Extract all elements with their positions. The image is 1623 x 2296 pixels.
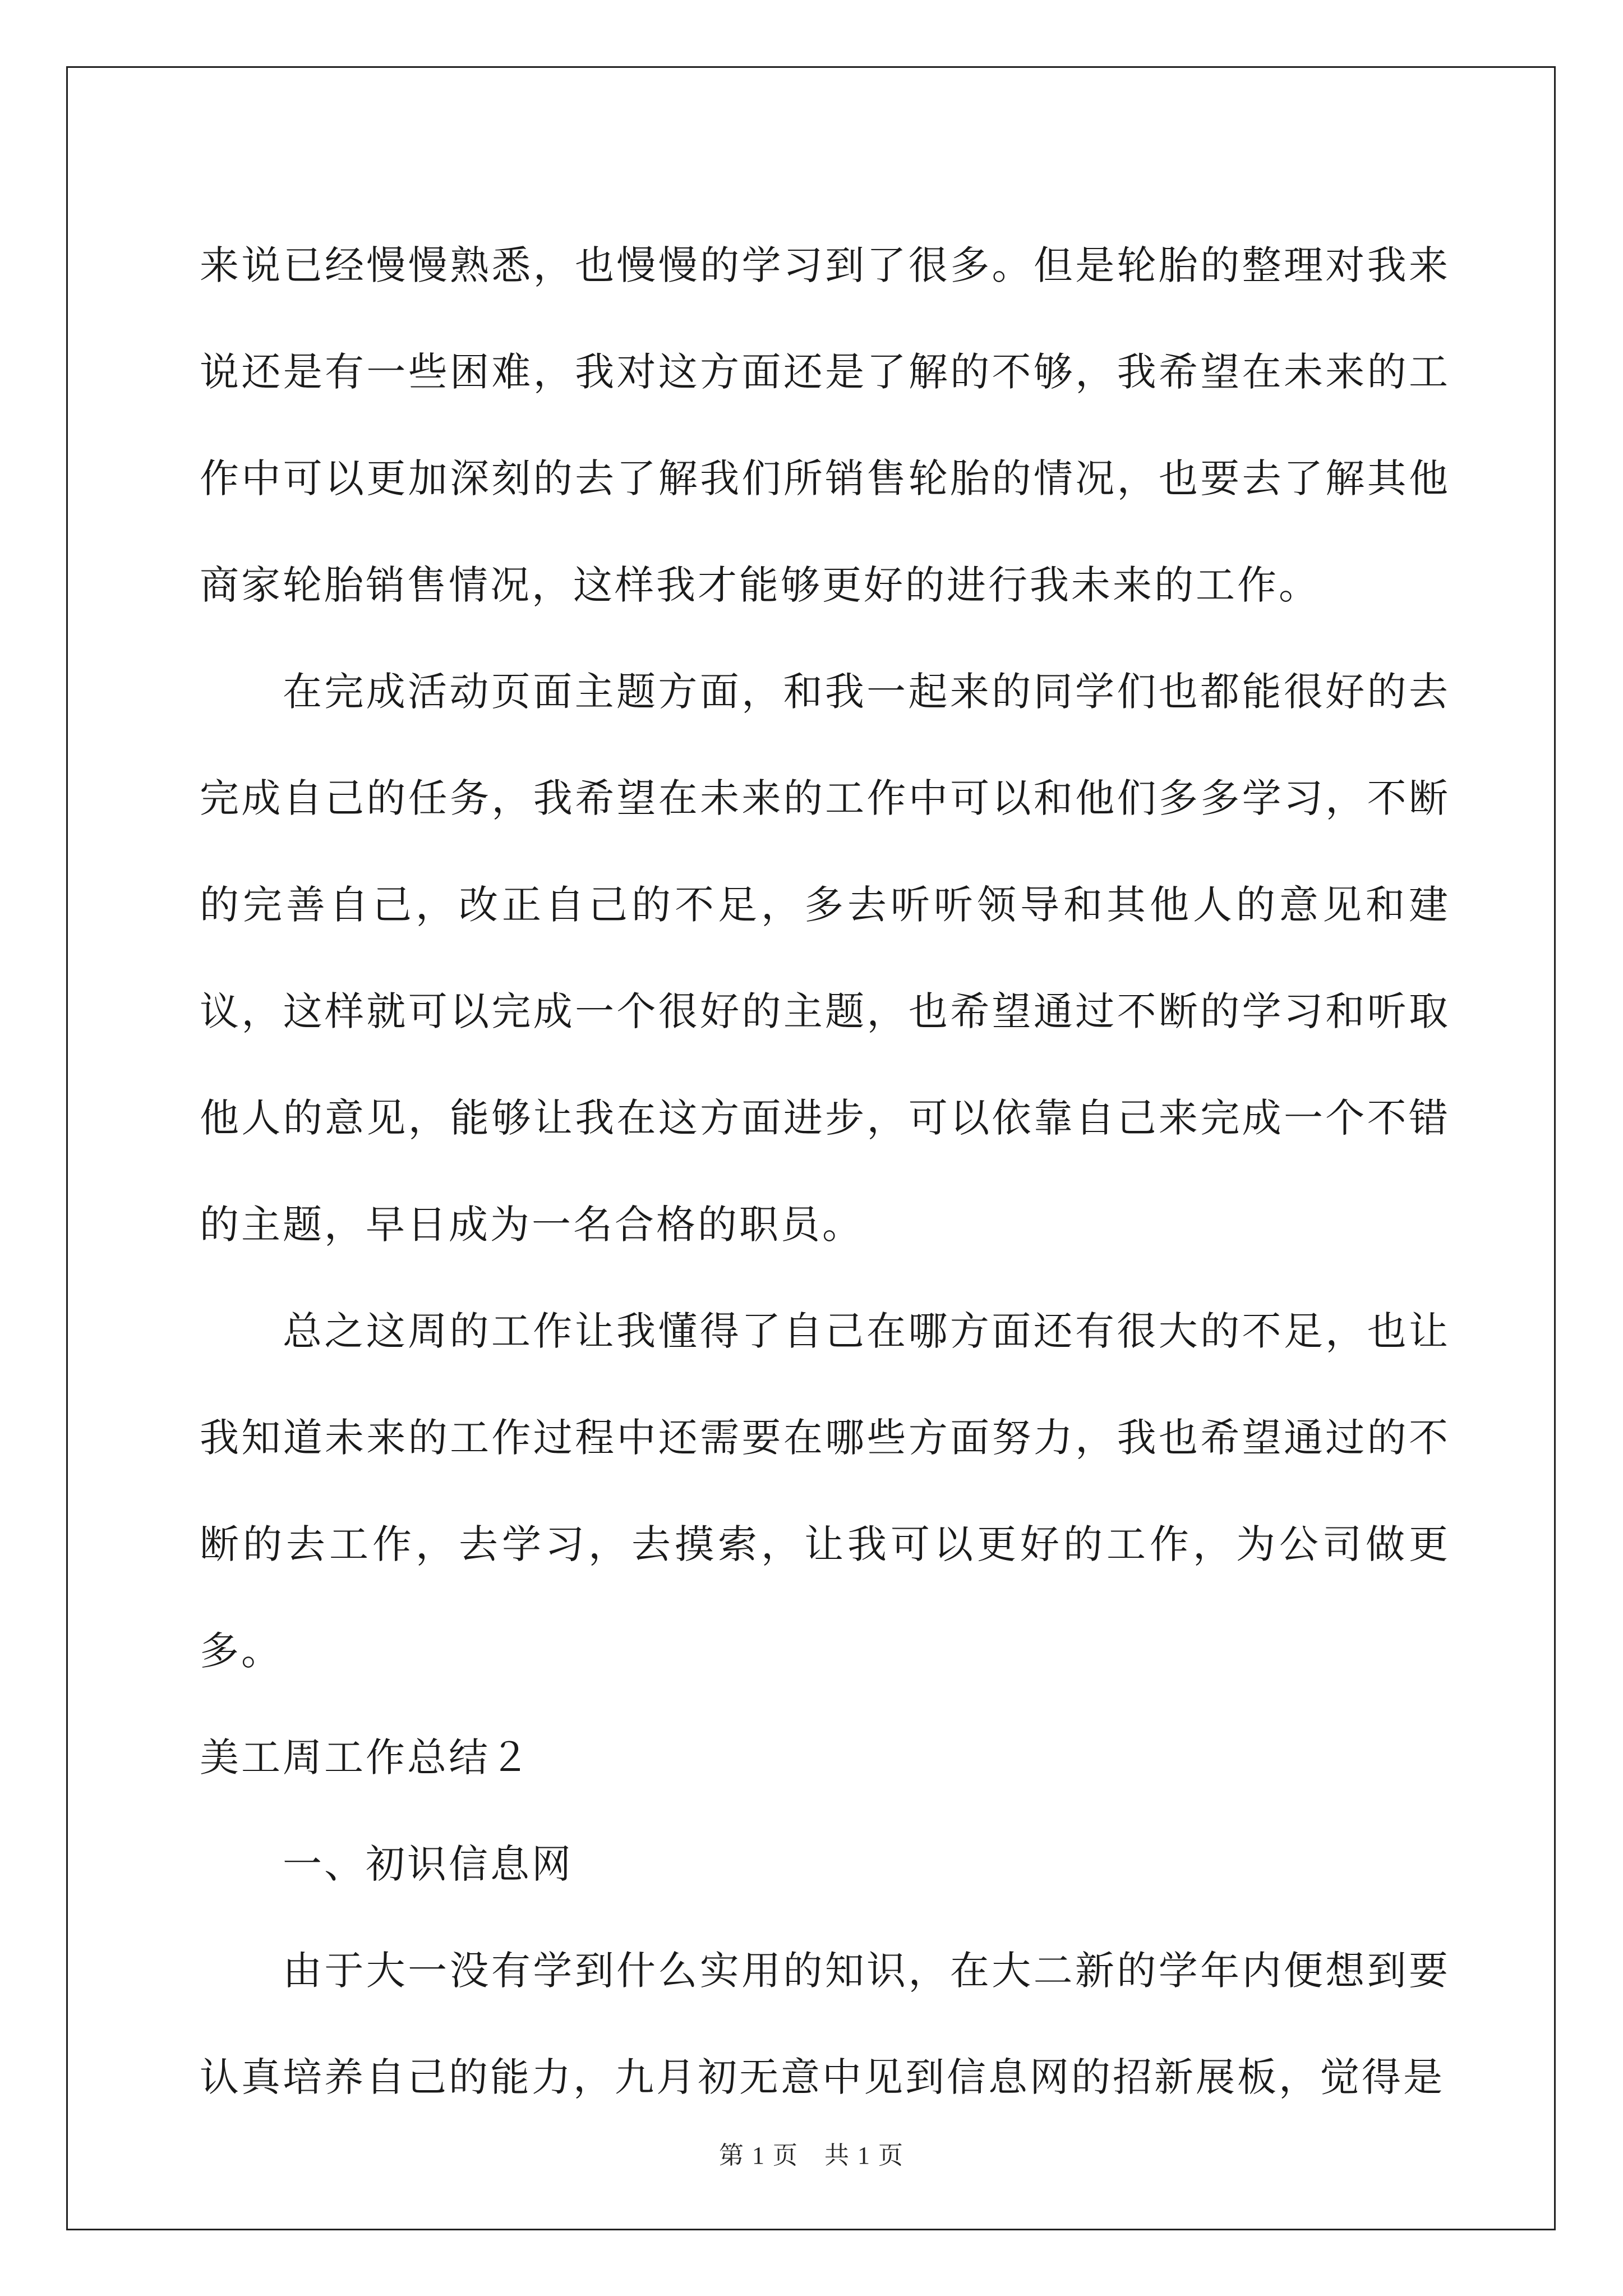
- page-footer: 第 1 页 共 1 页: [719, 2142, 904, 2169]
- paragraph-4: 由于大一没有学到什么实用的知识，在大二新的学年内便想到要认真培养自己的能力，九月初无意中见到信息网的招新展板，觉得是: [200, 1948, 1450, 2100]
- paragraph-2: 在完成活动页面主题方面，和我一起来的同学们也都能很好的去完成自己的任务，我希望在未来的工作中可以和他们多多学习，不断的完善自己，改正自己的不足，多去听听领导和其他人的意见和建议，这样就可以完成一个很好的主题，也希望通过不断的学习和听取他人的意见，能够让我在这方面进步，可以依靠自己来完成一个不错的主题，早日成为一名合格的职员。: [200, 669, 1450, 1248]
- subsection-title: 一、初识信息网: [283, 1841, 573, 1887]
- paragraph-3: 总之这周的工作让我懂得了自己在哪方面还有很大的不足，也让我知道未来的工作过程中还需要在哪些方面努力，我也希望通过的不断的去工作，去学习，去摸索，让我可以更好的工作，为公司做更多。: [200, 1308, 1450, 1674]
- document-body: [200, 212, 1450, 2131]
- section-title: 美工周工作总结２: [200, 1734, 532, 1780]
- paragraph-1: 来说已经慢慢熟悉，也慢慢的学习到了很多。但是轮胎的整理对我来说还是有一些困难，我对这方面还是了解的不够，我希望在未来的工作中可以更加深刻的去了解我们所销售轮胎的情况，也要去了解其他商家轮胎销售情况，这样我才能够更好的进行我未来的工作。: [200, 242, 1450, 608]
